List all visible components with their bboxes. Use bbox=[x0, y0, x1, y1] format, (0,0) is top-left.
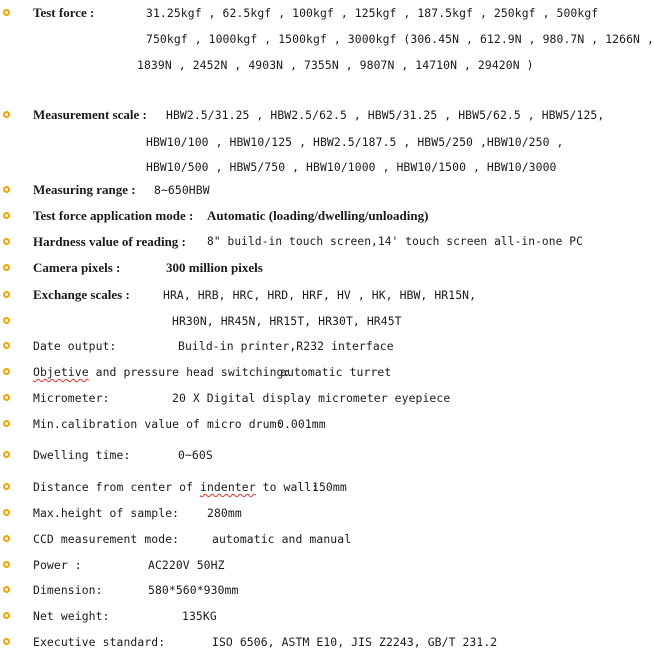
spec-label bbox=[33, 477, 318, 497]
circle-bullet-icon bbox=[3, 342, 10, 349]
spec-value: 135KG bbox=[182, 609, 217, 623]
spec-value: HBW10/100 , HBW10/125 , HBW2.5/187.5 , HBW5/250 ,HBW10/250 , bbox=[146, 135, 564, 149]
spec-value: 31.25kgf , 62.5kgf , 100kgf , 125kgf , 187.5kgf , 250kgf , 500kgf bbox=[146, 6, 599, 20]
spec-ccd-mode bbox=[0, 529, 600, 549]
spec-value: 0.001mm bbox=[277, 417, 326, 431]
circle-bullet-icon bbox=[3, 238, 10, 245]
circle-bullet-icon bbox=[3, 535, 10, 542]
spec-label: Power : bbox=[33, 558, 82, 572]
circle-bullet-icon bbox=[3, 394, 10, 401]
circle-bullet-icon bbox=[3, 509, 10, 516]
circle-bullet-icon bbox=[3, 612, 10, 619]
circle-bullet-icon bbox=[3, 483, 10, 490]
spec-label: CCD measurement mode: bbox=[33, 532, 180, 546]
spec-test-force-cont bbox=[0, 29, 654, 49]
spec-date-output bbox=[0, 336, 600, 356]
spec-label: Camera pixels : bbox=[33, 260, 121, 275]
spec-objective-switching bbox=[0, 362, 600, 382]
spec-test-force bbox=[0, 3, 600, 23]
spec-hardness-reading bbox=[0, 232, 600, 252]
spec-measurement-scale-cont bbox=[0, 132, 600, 152]
circle-bullet-icon bbox=[3, 186, 10, 193]
spec-label: Min.calibration value of micro drum: bbox=[33, 417, 284, 431]
circle-bullet-icon bbox=[3, 451, 10, 458]
spec-value: AC220V 50HZ bbox=[148, 558, 225, 572]
spec-value: 580*560*930mm bbox=[148, 583, 239, 597]
spec-label-rest: and pressure head switching: bbox=[88, 365, 291, 379]
spec-value: 8~650HBW bbox=[154, 183, 210, 197]
spec-value: 1839N , 2452N , 4903N , 7355N , 9807N , 14710N , 29420N ) bbox=[137, 58, 534, 72]
spec-label: Micrometer: bbox=[33, 391, 110, 405]
spec-value: Build-in printer,R232 interface bbox=[178, 339, 394, 353]
circle-bullet-icon bbox=[3, 111, 10, 118]
spec-micrometer bbox=[0, 388, 600, 408]
spec-label-part: Distance from center of bbox=[33, 480, 200, 494]
circle-bullet-icon bbox=[3, 638, 10, 645]
spec-net-weight bbox=[0, 606, 600, 626]
spec-value: 0~60S bbox=[178, 448, 213, 462]
spec-value: 280mm bbox=[207, 506, 242, 520]
spec-power bbox=[0, 555, 600, 575]
spellcheck-word: Objetive bbox=[33, 365, 89, 379]
circle-bullet-icon bbox=[3, 586, 10, 593]
spec-application-mode bbox=[0, 206, 600, 226]
spec-label: Max.height of sample: bbox=[33, 506, 180, 520]
spec-measurement-scale bbox=[0, 105, 605, 125]
spec-label: Dimension: bbox=[33, 583, 103, 597]
spec-max-height bbox=[0, 503, 600, 523]
spec-label: Hardness value of reading : bbox=[33, 234, 186, 249]
circle-bullet-icon bbox=[3, 561, 10, 568]
spec-value: 20 X Digital display micrometer eyepiece bbox=[172, 391, 451, 405]
spec-camera-pixels bbox=[0, 258, 600, 278]
spec-label: Net weight: bbox=[33, 609, 110, 623]
spec-exchange-scales bbox=[0, 285, 600, 305]
spec-label: Dwelling time: bbox=[33, 448, 131, 462]
spec-label-part: to wall: bbox=[255, 480, 319, 494]
spec-label: Test force : bbox=[33, 5, 95, 20]
spec-value: 750kgf , 1000kgf , 1500kgf , 3000kgf (306.45N , 612.9N , 980.7N , 1266N , bbox=[146, 32, 654, 46]
circle-bullet-icon bbox=[3, 264, 10, 271]
spec-exchange-scales-cont bbox=[0, 311, 600, 331]
circle-bullet-icon bbox=[3, 317, 10, 324]
spec-test-force-cont2 bbox=[0, 55, 600, 75]
spec-measuring-range bbox=[0, 180, 600, 200]
spec-measurement-scale-cont2 bbox=[0, 157, 600, 177]
circle-bullet-icon bbox=[3, 368, 10, 375]
spec-value: HBW2.5/31.25 , HBW2.5/62.5 , HBW5/31.25 , HBW5/62.5 , HBW5/125, bbox=[166, 108, 605, 122]
spec-label: Test force application mode : bbox=[33, 208, 194, 223]
spec-value: 300 million pixels bbox=[166, 260, 263, 275]
spec-label: Date output: bbox=[33, 339, 117, 353]
circle-bullet-icon bbox=[3, 9, 10, 16]
spec-value: ISO 6506, ASTM E10, JIS Z2243, GB/T 231.2 bbox=[212, 635, 498, 649]
spec-label: Measurement scale : bbox=[33, 107, 147, 122]
spec-label: Measuring range : bbox=[33, 182, 136, 197]
spec-value: HBW10/500 , HBW5/750 , HBW10/1000 , HBW10/1500 , HBW10/3000 bbox=[146, 160, 557, 174]
spec-executive-standard bbox=[0, 632, 600, 652]
spec-value: HRA, HRB, HRC, HRD, HRF, HV , HK, HBW, HR15N, bbox=[163, 288, 477, 302]
circle-bullet-icon bbox=[3, 420, 10, 427]
spec-value: automatic and manual bbox=[212, 532, 352, 546]
spec-value: automatic turret bbox=[280, 365, 392, 379]
spec-label: Executive standard: bbox=[33, 635, 166, 649]
spec-dwelling-time bbox=[0, 445, 600, 465]
spec-label: Exchange scales : bbox=[33, 287, 130, 302]
circle-bullet-icon bbox=[3, 291, 10, 298]
spec-dimension bbox=[0, 580, 600, 600]
spellcheck-word: indenter bbox=[200, 480, 256, 494]
spec-value: Automatic (loading/dwelling/unloading) bbox=[207, 208, 429, 223]
spec-distance bbox=[0, 477, 600, 497]
spec-value: 150mm bbox=[312, 480, 347, 494]
spec-label bbox=[33, 362, 290, 382]
spec-value: 8" build-in touch screen,14' touch screen all-in-one PC bbox=[207, 235, 583, 248]
spec-min-calibration bbox=[0, 414, 600, 434]
circle-bullet-icon bbox=[3, 212, 10, 219]
spec-value: HR30N, HR45N, HR15T, HR30T, HR45T bbox=[172, 314, 402, 328]
